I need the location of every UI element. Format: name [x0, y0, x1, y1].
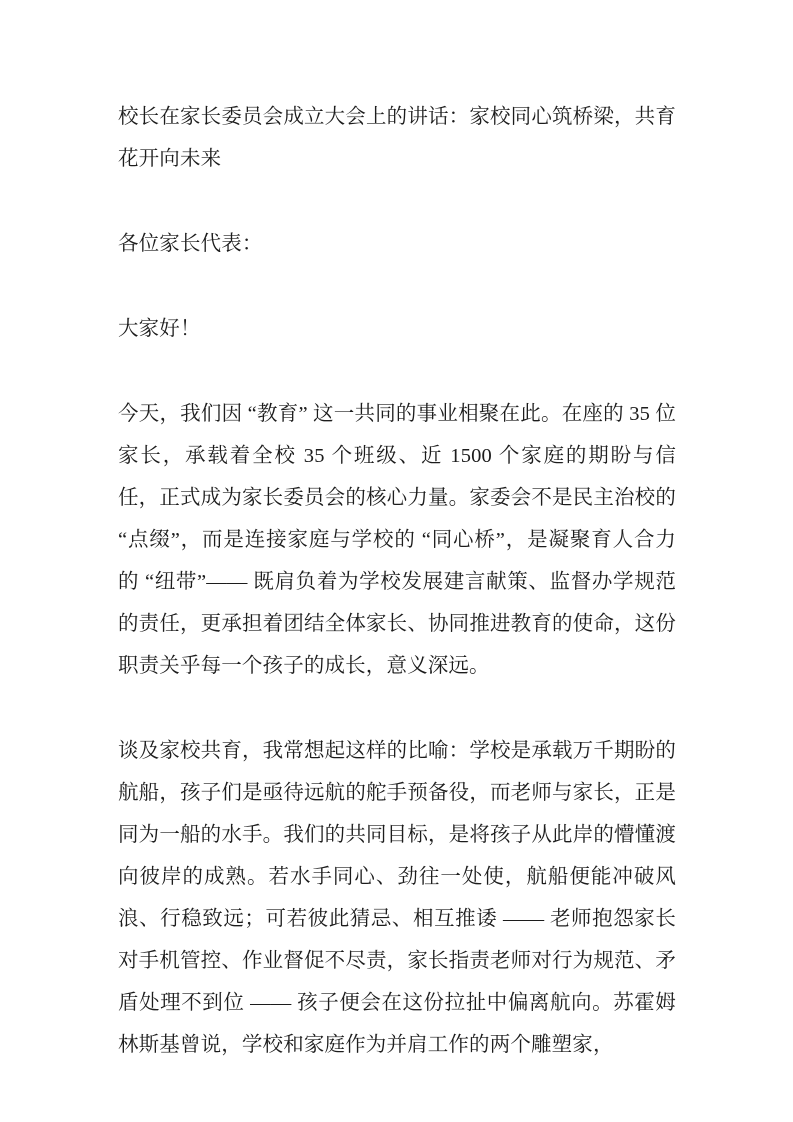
body-paragraph-1: 今天，我们因 “教育” 这一共同的事业相聚在此。在座的 35 位家长，承载着全校 35 个班级、近 1500 个家庭的期盼与信任，正式成为家长委员会的核心力量。家委会不是民主治校的 “点缀”，而是连接家庭与学校的 “同心桥”，是凝聚育人合力的 “纽带”—— 既肩负着为学校发展建言献策、监督办学规范的责任，更承担着团结全体家长、协同推进教育的使命，这份职责关乎每一个孩子的成长，意义深远。 — [118, 403, 676, 677]
document-title: 校长在家长委员会成立大会上的讲话：家校同心筑桥梁，共育花开向未来 — [118, 106, 676, 170]
greeting: 大家好！ — [118, 318, 201, 340]
document-body — [118, 96, 676, 1066]
body-paragraph-2: 谈及家校共育，我常想起这样的比喻：学校是承载万千期盼的航船，孩子们是亟待远航的舵手预备役，而老师与家长，正是同为一船的水手。我们的共同目标，是将孩子从此岸的懵懂渡向彼岸的成熟。若水手同心、劲往一处使，航船便能冲破风浪、行稳致远；可若彼此猜忌、相互推诿 —— 老师抱怨家长对手机管控、作业督促不尽责，家长指责老师对行为规范、矛盾处理不到位 —— 孩子便会在这份拉扯中偏离航向。苏霍姆林斯基曾说，学校和家庭作为并肩工作的两个雕塑家， — [118, 740, 676, 1056]
salutation: 各位家长代表： — [118, 233, 263, 255]
